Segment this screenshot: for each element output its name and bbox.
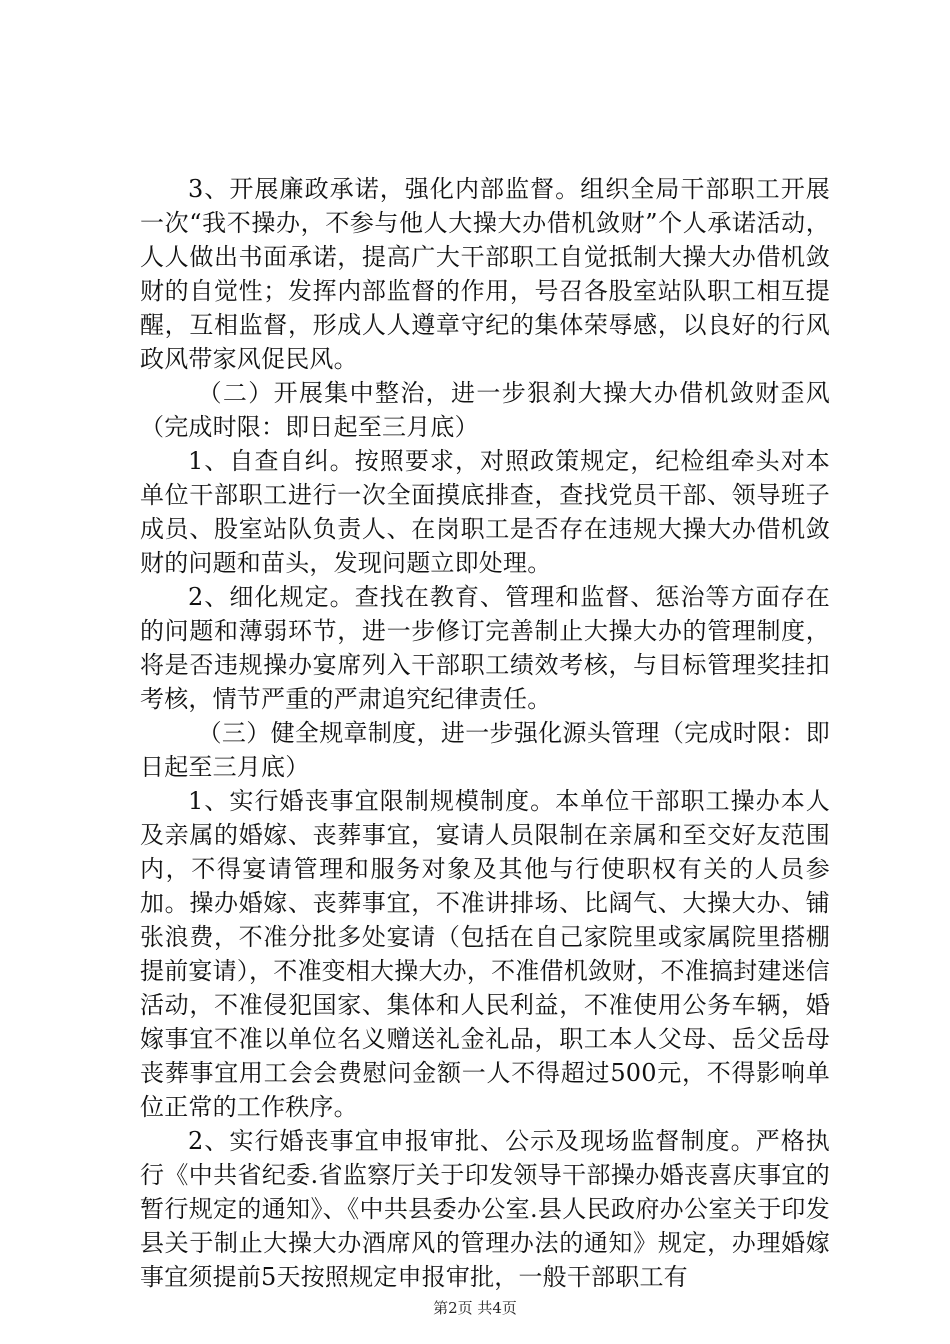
paragraph-approval-system: 2、实行婚丧事宜申报审批、公示及现场监督制度。严格执行《中共省纪委.省监察厅关于印发领导干部操办婚丧喜庆事宜的暂行规定的通知》、《中共县委办公室.县人民政府办公室关于印发县关于制止大操大办酒席风的管理办法的通知》规定，办理婚嫁事宜须提前5天按照规定申报审批，一般干部职工有	[140, 1127, 830, 1291]
document-body	[140, 172, 830, 1294]
section-heading-regulations: （三）健全规章制度，进一步强化源头管理（完成时限：即日起至三月底）	[140, 719, 830, 781]
paragraph-self-inspection: 1、自查自纠。按照要求，对照政策规定，纪检组牵头对本单位干部职工进行一次全面摸底排查，查找党员干部、领导班子成员、股室站队负责人、在岗职工是否存在违规大操大办借机敛财的问题和苗头，发现问题立即处理。	[140, 447, 830, 577]
page-number-footer: 第2页 共4页	[433, 1299, 517, 1317]
paragraph-scale-limit: 1、实行婚丧事宜限制规模制度。本单位干部职工操办本人及亲属的婚嫁、丧葬事宜，宴请人员限制在亲属和至交好友范围内，不得宴请管理和服务对象及其他与行使职权有关的人员参加。操办婚嫁、丧葬事宜，不准讲排场、比阔气、大操大办、铺张浪费，不准分批多处宴请（包括在自己家院里或家属院里搭棚提前宴请），不准变相大操大办，不准借机敛财，不准搞封建迷信活动，不准侵犯国家、集体和人民利益，不准使用公务车辆，婚嫁事宜不准以单位名义赠送礼金礼品，职工本人父母、岳父岳母丧葬事宜用工会会费慰问金额一人不得超过500元，不得影响单位正常的工作秩序。	[140, 787, 830, 1121]
section-heading-rectification: （二）开展集中整治，进一步狠刹大操大办借机敛财歪风（完成时限：即日起至三月底）	[140, 379, 830, 441]
paragraph-commitment: 3、开展廉政承诺，强化内部监督。组织全局干部职工开展一次“我不操办，不参与他人大操大办借机敛财”个人承诺活动，人人做出书面承诺，提高广大干部职工自觉抵制大操大办借机敛财的自觉性；发挥内部监督的作用，号召各股室站队职工相互提醒，互相监督，形成人人遵章守纪的集体荣辱感，以良好的行风政风带家风促民风。	[140, 175, 830, 373]
paragraph-refine-rules: 2、细化规定。查找在教育、管理和监督、惩治等方面存在的问题和薄弱环节，进一步修订完善制止大操大办的管理制度，将是否违规操办宴席列入干部职工绩效考核，与目标管理奖挂扣考核，情节严重的严肃追究纪律责任。	[140, 583, 830, 713]
